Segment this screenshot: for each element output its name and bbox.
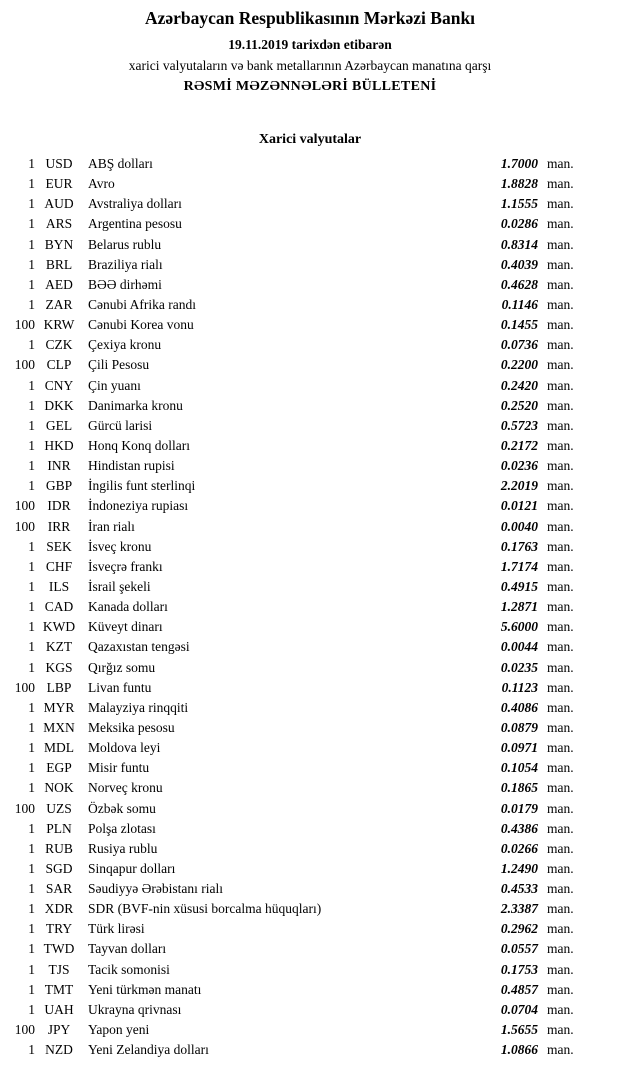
currency-unit: man. (547, 1022, 574, 1038)
currency-name: Danimarka kronu (88, 397, 183, 413)
currency-quantity: 1 (28, 397, 35, 413)
bulletin-title: RƏSMİ MƏZƏNNƏLƏRİ BÜLLETENİ (183, 79, 437, 94)
currency-code: CLP (46, 357, 72, 373)
currency-code: SAR (45, 881, 73, 897)
currency-rate: 0.0235 (500, 659, 538, 675)
currency-quantity: 1 (28, 981, 35, 997)
currency-row (0, 194, 620, 214)
currency-rate: 0.4039 (500, 256, 538, 272)
currency-row (0, 396, 620, 416)
currency-row (0, 557, 620, 577)
currency-unit: man. (547, 1042, 574, 1058)
currency-code: USD (45, 156, 73, 171)
currency-code: LBP (46, 679, 72, 695)
currency-code: EGP (46, 760, 72, 776)
currency-quantity: 1 (28, 619, 35, 635)
currency-name: Avstraliya dolları (88, 196, 182, 212)
currency-code: TWD (43, 941, 75, 957)
currency-code: SEK (46, 538, 72, 554)
currency-unit: man. (547, 780, 574, 796)
currency-name: Livan funtu (88, 679, 152, 695)
currency-unit: man. (547, 800, 574, 816)
currency-rate: 5.6000 (500, 619, 538, 635)
currency-code: AUD (44, 196, 74, 212)
currency-unit: man. (547, 196, 574, 212)
currency-name: Çili Pesosu (88, 357, 150, 373)
currency-rate: 1.0866 (500, 1042, 538, 1058)
currency-rate: 0.2962 (500, 921, 538, 937)
currency-name: Kanada dolları (88, 599, 168, 615)
currency-row (0, 476, 620, 496)
currency-code: KGS (45, 659, 73, 675)
currency-name: Çin yuanı (88, 377, 141, 393)
currency-rate: 0.0704 (500, 1001, 538, 1017)
currency-code: ARS (45, 216, 73, 232)
currency-quantity: 100 (14, 679, 35, 695)
currency-row (0, 939, 620, 959)
currency-quantity: 1 (28, 961, 35, 977)
currency-quantity: 1 (28, 216, 35, 232)
currency-code: GEL (45, 417, 73, 433)
currency-name: Qırğız somu (88, 659, 156, 675)
currency-row (0, 416, 620, 436)
currency-rate: 1.7174 (500, 558, 538, 574)
currency-rate: 0.1054 (500, 760, 538, 776)
currency-quantity: 1 (28, 901, 35, 917)
currency-row (0, 758, 620, 778)
currency-rate: 2.3387 (500, 901, 538, 917)
currency-code: KRW (43, 317, 75, 333)
currency-unit: man. (547, 659, 574, 675)
currency-code: RUB (45, 840, 73, 856)
currency-name: Küveyt dinarı (88, 619, 163, 635)
currency-unit: man. (547, 417, 574, 433)
currency-code: MDL (44, 740, 74, 756)
bulletin-header (0, 0, 620, 96)
currency-rate: 0.0121 (500, 498, 538, 514)
currency-name: Ukrayna qrivnası (88, 1001, 182, 1017)
currency-unit: man. (547, 740, 574, 756)
currency-name: Tacik somonisi (88, 961, 170, 977)
currency-row (0, 577, 620, 597)
currency-quantity: 1 (28, 578, 35, 594)
currency-quantity: 1 (28, 176, 35, 192)
currency-quantity: 1 (28, 196, 35, 212)
effective-date-line: 19.11.2019 tarixdən etibarən (228, 37, 392, 52)
currency-rate: 0.4857 (500, 981, 538, 997)
currency-rate: 0.1865 (500, 780, 538, 796)
currency-rate: 0.0236 (500, 458, 538, 474)
currency-rate: 0.4628 (500, 276, 538, 292)
currency-rate: 0.5723 (500, 417, 538, 433)
currency-rate: 1.8828 (500, 176, 538, 192)
currency-name: İndoneziya rupiası (88, 498, 189, 514)
currency-code: NZD (45, 1042, 73, 1058)
currency-row (0, 154, 620, 174)
currency-code: CAD (44, 599, 74, 615)
currency-code: JPY (47, 1022, 71, 1038)
currency-code: NOK (44, 780, 74, 796)
currency-quantity: 1 (28, 840, 35, 856)
currency-row (0, 174, 620, 194)
currency-row (0, 980, 620, 1000)
currency-unit: man. (547, 699, 574, 715)
currency-rate: 0.4915 (500, 578, 538, 594)
currency-unit: man. (547, 639, 574, 655)
currency-code: PLN (46, 820, 72, 836)
currency-quantity: 1 (28, 699, 35, 715)
currency-unit: man. (547, 599, 574, 615)
currency-rate: 0.1146 (501, 296, 538, 312)
currency-name: Honq Konq dolları (88, 437, 190, 453)
currency-unit: man. (547, 860, 574, 876)
currency-name: Cənubi Korea vonu (88, 317, 194, 333)
currency-name: Malayziya rinqqiti (88, 699, 189, 715)
currency-row (0, 436, 620, 456)
currency-quantity: 1 (28, 599, 35, 615)
currency-row (0, 658, 620, 678)
currency-code: MYR (43, 699, 75, 715)
currency-code: CHF (45, 558, 73, 574)
currency-code: BRL (45, 256, 73, 272)
currency-unit: man. (547, 296, 574, 312)
currency-rate: 0.0266 (500, 840, 538, 856)
currency-name: ABŞ dolları (88, 156, 153, 171)
currency-row (0, 376, 620, 396)
currency-code: CZK (45, 337, 73, 353)
currency-rate: 0.0879 (500, 719, 538, 735)
currency-quantity: 1 (28, 337, 35, 353)
currency-row (0, 879, 620, 899)
currency-row (0, 517, 620, 537)
currency-name: İran rialı (88, 518, 135, 534)
currency-quantity: 1 (28, 236, 35, 252)
currency-quantity: 1 (28, 1001, 35, 1017)
currency-rate: 0.4086 (500, 699, 538, 715)
currency-unit: man. (547, 236, 574, 252)
currency-unit: man. (547, 961, 574, 977)
currency-rate: 1.5655 (500, 1022, 538, 1038)
currency-row (0, 1000, 620, 1020)
currency-row (0, 214, 620, 234)
currency-quantity: 100 (14, 1022, 35, 1038)
currency-unit: man. (547, 760, 574, 776)
currency-code: TJS (48, 961, 70, 977)
currency-name: Argentina pesosu (88, 216, 182, 232)
currency-quantity: 1 (28, 659, 35, 675)
currency-row (0, 1020, 620, 1040)
currency-unit: man. (547, 458, 574, 474)
currency-unit: man. (547, 437, 574, 453)
currency-code: EUR (45, 176, 73, 192)
currency-rate: 1.1555 (500, 196, 538, 212)
bulletin-subtitle: xarici valyutaların və bank metallarının Azərbaycan manatına qarşı (128, 58, 492, 73)
currency-unit: man. (547, 538, 574, 554)
currency-row (0, 355, 620, 375)
currency-unit: man. (547, 276, 574, 292)
currency-rate: 0.0736 (500, 337, 538, 353)
currency-row (0, 537, 620, 557)
currency-code: TMT (44, 981, 74, 997)
currency-rates-table (0, 154, 620, 1060)
currency-quantity: 1 (28, 760, 35, 776)
currency-quantity: 1 (28, 941, 35, 957)
currency-name: Cənubi Afrika randı (88, 296, 196, 312)
currency-name: BƏƏ dirhəmi (88, 276, 162, 292)
currency-quantity: 1 (28, 921, 35, 937)
currency-code: ZAR (45, 296, 73, 312)
currency-rate: 0.1753 (500, 961, 538, 977)
currency-name: Türk lirəsi (88, 921, 145, 937)
currency-row (0, 275, 620, 295)
currency-unit: man. (547, 156, 574, 171)
currency-unit: man. (547, 397, 574, 413)
currency-name: Moldova leyi (88, 740, 161, 756)
currency-unit: man. (547, 719, 574, 735)
currency-unit: man. (547, 901, 574, 917)
currency-quantity: 1 (28, 860, 35, 876)
currency-row (0, 839, 620, 859)
currency-name: Gürcü larisi (88, 417, 153, 433)
currency-quantity: 1 (28, 276, 35, 292)
currency-row (0, 315, 620, 335)
currency-rate: 0.1455 (500, 317, 538, 333)
currency-name: İsrail şekeli (88, 578, 151, 594)
currency-name: Braziliya rialı (88, 256, 163, 272)
currency-rate: 0.0286 (500, 216, 538, 232)
currency-code: UZS (46, 800, 72, 816)
currency-unit: man. (547, 578, 574, 594)
currency-quantity: 1 (28, 558, 35, 574)
currency-rate: 1.2490 (500, 860, 538, 876)
currency-row (0, 255, 620, 275)
currency-name: Misir funtu (88, 760, 150, 776)
currency-rate: 0.2520 (500, 397, 538, 413)
currency-code: BYN (44, 236, 74, 252)
currency-unit: man. (547, 337, 574, 353)
currency-row (0, 617, 620, 637)
currency-row (0, 960, 620, 980)
currency-quantity: 1 (28, 478, 35, 494)
currency-code: DKK (44, 397, 74, 413)
currency-code: IRR (47, 518, 71, 534)
currency-quantity: 1 (28, 881, 35, 897)
currency-name: Qazaxıstan tengəsi (88, 639, 190, 655)
section-title-foreign-currencies: Xarici valyutalar (258, 132, 362, 147)
currency-row (0, 919, 620, 939)
currency-quantity: 100 (14, 498, 35, 514)
currency-row (0, 738, 620, 758)
currency-row (0, 597, 620, 617)
currency-row (0, 778, 620, 798)
currency-row (0, 637, 620, 657)
currency-quantity: 1 (28, 256, 35, 272)
currency-unit: man. (547, 317, 574, 333)
currency-rate: 1.2871 (500, 599, 538, 615)
currency-name: Çexiya kronu (88, 337, 162, 353)
currency-unit: man. (547, 256, 574, 272)
currency-row (0, 235, 620, 255)
currency-row (0, 295, 620, 315)
currency-quantity: 1 (28, 437, 35, 453)
currency-name: Özbək somu (88, 800, 156, 816)
currency-unit: man. (547, 518, 574, 534)
currency-name: Norveç kronu (88, 780, 163, 796)
currency-unit: man. (547, 921, 574, 937)
currency-quantity: 100 (14, 357, 35, 373)
currency-name: Rusiya rublu (88, 840, 158, 856)
currency-unit: man. (547, 840, 574, 856)
currency-code: CNY (44, 377, 74, 393)
currency-rate: 0.0179 (500, 800, 538, 816)
currency-quantity: 100 (14, 317, 35, 333)
currency-unit: man. (547, 176, 574, 192)
currency-unit: man. (547, 478, 574, 494)
currency-code: IDR (47, 498, 71, 514)
currency-code: TRY (45, 921, 73, 937)
currency-row (0, 859, 620, 879)
currency-unit: man. (547, 498, 574, 514)
currency-name: Hindistan rupisi (88, 458, 175, 474)
currency-name: Tayvan dolları (88, 941, 167, 957)
currency-name: İsveç kronu (88, 538, 152, 554)
currency-rate: 0.4533 (500, 881, 538, 897)
currency-row (0, 819, 620, 839)
currency-rate: 0.4386 (500, 820, 538, 836)
currency-code: SGD (45, 860, 73, 876)
currency-quantity: 1 (28, 417, 35, 433)
currency-row (0, 698, 620, 718)
currency-name: Belarus rublu (88, 236, 162, 252)
currency-quantity: 100 (14, 800, 35, 816)
currency-name: İngilis funt sterlinqi (88, 478, 196, 494)
currency-unit: man. (547, 377, 574, 393)
currency-rate: 2.2019 (500, 478, 538, 494)
currency-code: KWD (42, 619, 76, 635)
currency-rate: 0.2200 (500, 357, 538, 373)
currency-quantity: 1 (28, 296, 35, 312)
currency-unit: man. (547, 357, 574, 373)
currency-row (0, 496, 620, 516)
currency-unit: man. (547, 941, 574, 957)
currency-name: Sinqapur dolları (88, 860, 176, 876)
currency-quantity: 1 (28, 820, 35, 836)
currency-rate: 0.0040 (500, 518, 538, 534)
currency-name: Yapon yeni (88, 1022, 150, 1038)
currency-code: GBP (45, 478, 73, 494)
currency-row (0, 335, 620, 355)
currency-unit: man. (547, 1001, 574, 1017)
currency-rate: 1.7000 (500, 156, 538, 171)
currency-code: HKD (44, 437, 74, 453)
currency-code: ILS (48, 578, 70, 594)
currency-quantity: 1 (28, 458, 35, 474)
currency-name: Yeni Zelandiya dolları (88, 1042, 209, 1058)
currency-unit: man. (547, 619, 574, 635)
currency-row (0, 456, 620, 476)
currency-quantity: 1 (28, 639, 35, 655)
currency-code: MXN (43, 719, 75, 735)
currency-quantity: 100 (14, 518, 35, 534)
currency-name: İsveçrə frankı (88, 558, 163, 574)
currency-code: KZT (45, 639, 73, 655)
currency-name: Yeni türkmən manatı (88, 981, 202, 997)
currency-code: AED (45, 276, 73, 292)
currency-unit: man. (547, 679, 574, 695)
currency-row (0, 678, 620, 698)
currency-row (0, 799, 620, 819)
currency-rate: 0.8314 (500, 236, 538, 252)
currency-name: Səudiyyə Ərəbistanı rialı (88, 881, 223, 897)
currency-unit: man. (547, 981, 574, 997)
currency-quantity: 1 (28, 1042, 35, 1058)
currency-code: XDR (44, 901, 74, 917)
currency-rate: 0.0044 (500, 639, 538, 655)
currency-quantity: 1 (28, 156, 35, 171)
currency-quantity: 1 (28, 740, 35, 756)
currency-name: Avro (88, 176, 115, 192)
currency-row (0, 899, 620, 919)
currency-rate: 0.1123 (501, 679, 538, 695)
currency-quantity: 1 (28, 377, 35, 393)
currency-unit: man. (547, 558, 574, 574)
currency-unit: man. (547, 820, 574, 836)
currency-name: SDR (BVF-nin xüsusi borcalma hüquqları) (88, 901, 322, 917)
currency-unit: man. (547, 881, 574, 897)
currency-quantity: 1 (28, 780, 35, 796)
currency-rate: 0.2420 (500, 377, 538, 393)
currency-row (0, 1040, 620, 1060)
currency-name: Meksika pesosu (88, 719, 175, 735)
currency-name: Polşa zlotası (88, 820, 156, 836)
currency-quantity: 1 (28, 538, 35, 554)
bank-title: Azərbaycan Respublikasının Mərkəzi Bankı (144, 8, 476, 28)
currency-code: INR (47, 458, 71, 474)
currency-row (0, 718, 620, 738)
currency-rate: 0.2172 (500, 437, 538, 453)
currency-rate: 0.0971 (500, 740, 538, 756)
currency-code: UAH (44, 1001, 74, 1017)
currency-rate: 0.1763 (500, 538, 538, 554)
currency-unit: man. (547, 216, 574, 232)
currency-rate: 0.0557 (500, 941, 538, 957)
currency-quantity: 1 (28, 719, 35, 735)
